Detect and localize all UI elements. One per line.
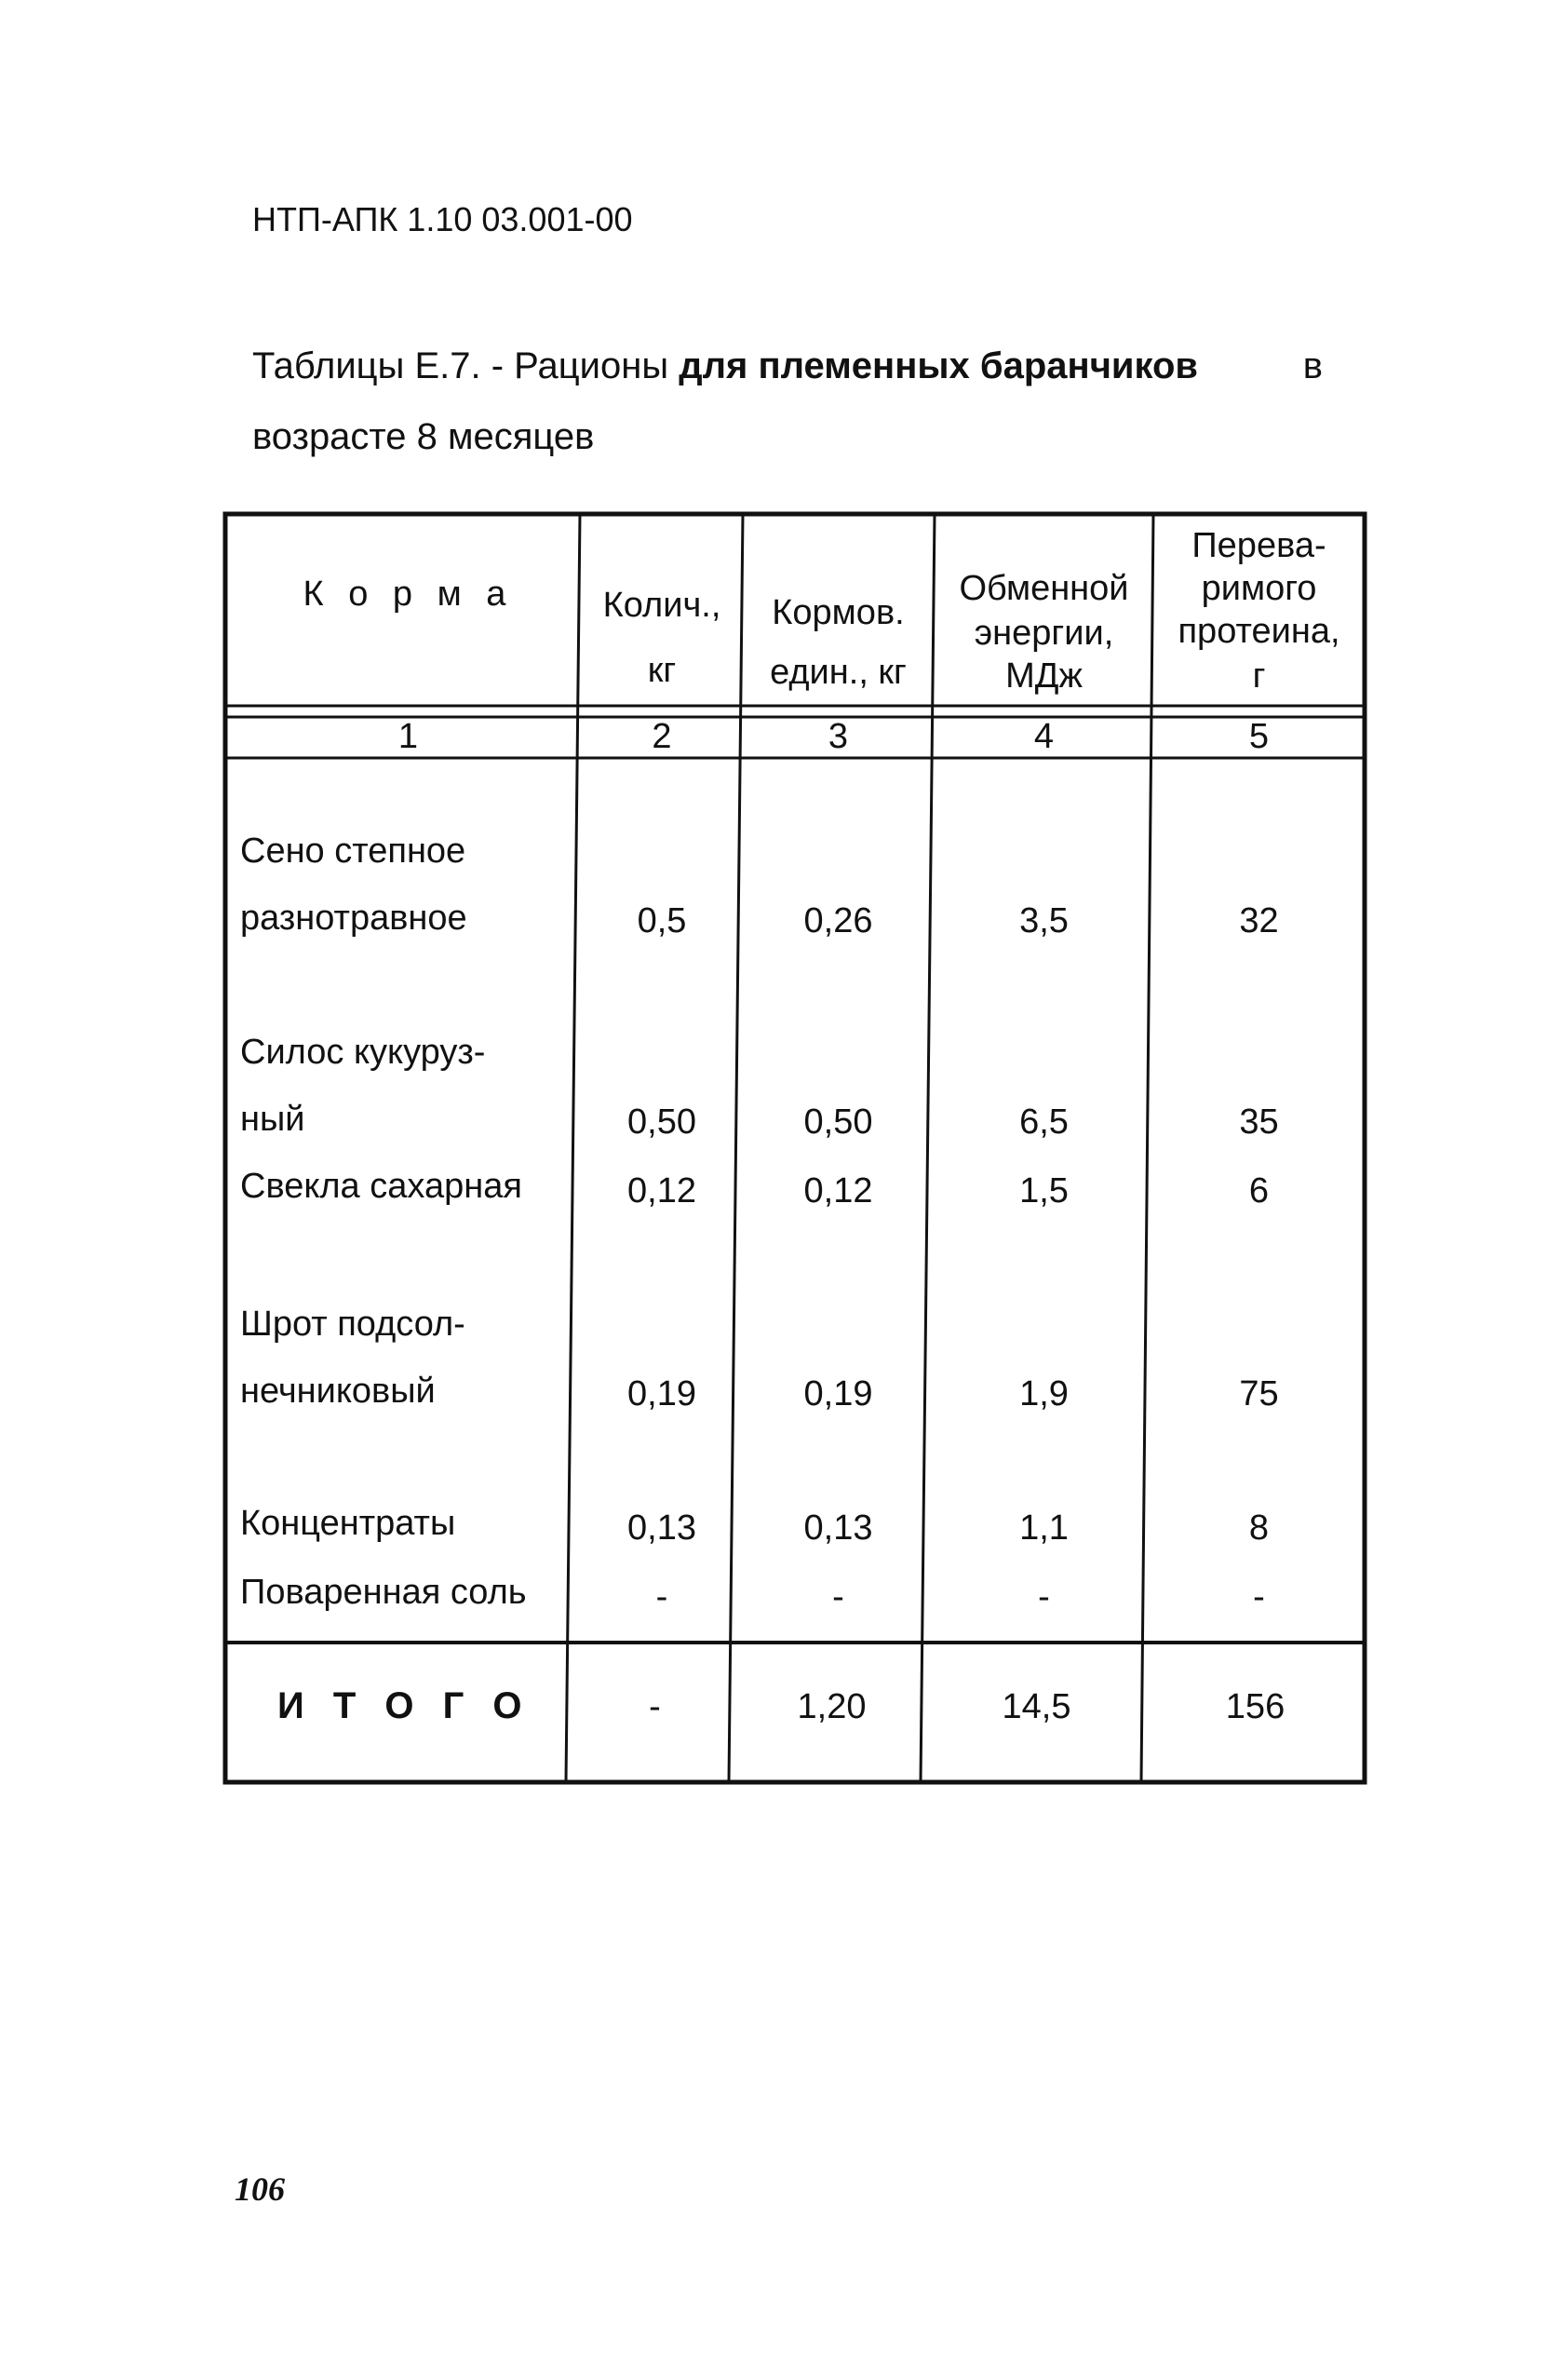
column-number-2: 2: [652, 717, 672, 756]
caption-line-2: возрасте 8 месяцев: [252, 416, 595, 457]
header-protein-line2: римого: [1201, 569, 1317, 608]
table-row-feed: [240, 1019, 571, 1153]
row-3-energy: 1,5: [1019, 1171, 1069, 1210]
feed-name-line1: Свекла сахарная: [240, 1167, 522, 1206]
column-number-4: 4: [1033, 717, 1055, 756]
row-3-qty: 0,12: [627, 1171, 696, 1210]
feed-name-line1: Шрот подсол-: [240, 1305, 465, 1344]
total-label: И Т О Г О: [277, 1685, 532, 1726]
header-qty-line1: Колич.,: [602, 586, 721, 625]
column-number-5: 5: [1248, 717, 1270, 756]
row-6-energy: -: [1038, 1577, 1050, 1616]
header-qty-line2: кг: [647, 651, 677, 690]
total-energy: 14,5: [1002, 1687, 1071, 1726]
row-5-qty: 0,13: [627, 1508, 696, 1548]
feed-name-line1: Силос кукуруз-: [240, 1033, 486, 1072]
feed-name-line2: нечниковый: [240, 1372, 436, 1411]
header-units-line1: Кормов.: [772, 593, 905, 632]
row-4-units: 0,19: [803, 1374, 873, 1413]
table-row-feed: [240, 1559, 571, 1626]
row-4-protein: 75: [1239, 1374, 1279, 1413]
feed-name-line1: Поваренная соль: [240, 1573, 527, 1612]
header-energy-line3: МДж: [1005, 656, 1083, 696]
total-protein: 156: [1225, 1687, 1286, 1726]
row-1-qty: 0,5: [637, 901, 687, 940]
header-units-line2: един., кг: [770, 653, 907, 692]
row-5-energy: 1,1: [1019, 1508, 1069, 1548]
total-units: 1,20: [797, 1687, 867, 1726]
row-2-energy: 6,5: [1019, 1102, 1069, 1142]
table-row-feed: [240, 1153, 571, 1220]
caption-lead: Таблицы Е.7. - Рационы: [252, 345, 680, 386]
row-6-units: -: [832, 1577, 844, 1616]
document-code: НТП-АПК 1.10 03.001-00: [252, 200, 633, 238]
row-6-protein: -: [1253, 1577, 1265, 1616]
row-2-units: 0,50: [803, 1102, 873, 1142]
row-1-energy: 3,5: [1019, 901, 1069, 940]
header-energy-line2: энергии,: [974, 614, 1114, 653]
column-number-3: 3: [828, 717, 849, 756]
row-1-protein: 32: [1239, 901, 1279, 940]
header-protein-line3: протеина,: [1178, 612, 1340, 651]
row-2-qty: 0,50: [627, 1102, 696, 1142]
column-number-1: 1: [397, 717, 419, 756]
row-3-protein: 6: [1248, 1171, 1270, 1210]
table-caption: [252, 331, 1332, 472]
row-3-units: 0,12: [803, 1171, 873, 1210]
row-4-energy: 1,9: [1019, 1374, 1069, 1413]
row-6-qty: -: [655, 1577, 668, 1616]
total-qty: -: [649, 1687, 661, 1726]
feed-name-line2: разнотравное: [240, 899, 467, 938]
caption-bold: для племенных баранчиков: [679, 345, 1199, 386]
caption-tail: в: [1302, 345, 1323, 386]
header-protein-line4: г: [1252, 656, 1266, 696]
table-row-feed: [240, 1291, 571, 1425]
page-number: 106: [235, 2170, 285, 2208]
feed-name-line2: ный: [240, 1100, 305, 1139]
ration-table: [220, 510, 1370, 1786]
table-row-feed: [240, 1490, 571, 1557]
row-5-units: 0,13: [803, 1508, 873, 1548]
caption-line-1: [252, 331, 1332, 401]
table-row-feed: [240, 818, 571, 952]
header-feed: К о р м а: [303, 575, 514, 614]
row-2-protein: 35: [1239, 1102, 1279, 1142]
feed-name-line1: Сено степное: [240, 832, 466, 871]
feed-name-line1: Концентраты: [240, 1504, 456, 1543]
header-protein-line1: Перева-: [1191, 526, 1326, 565]
row-5-protein: 8: [1248, 1508, 1270, 1548]
header-energy-line1: Обменной: [959, 569, 1129, 608]
row-1-units: 0,26: [803, 901, 873, 940]
row-4-qty: 0,19: [627, 1374, 696, 1413]
